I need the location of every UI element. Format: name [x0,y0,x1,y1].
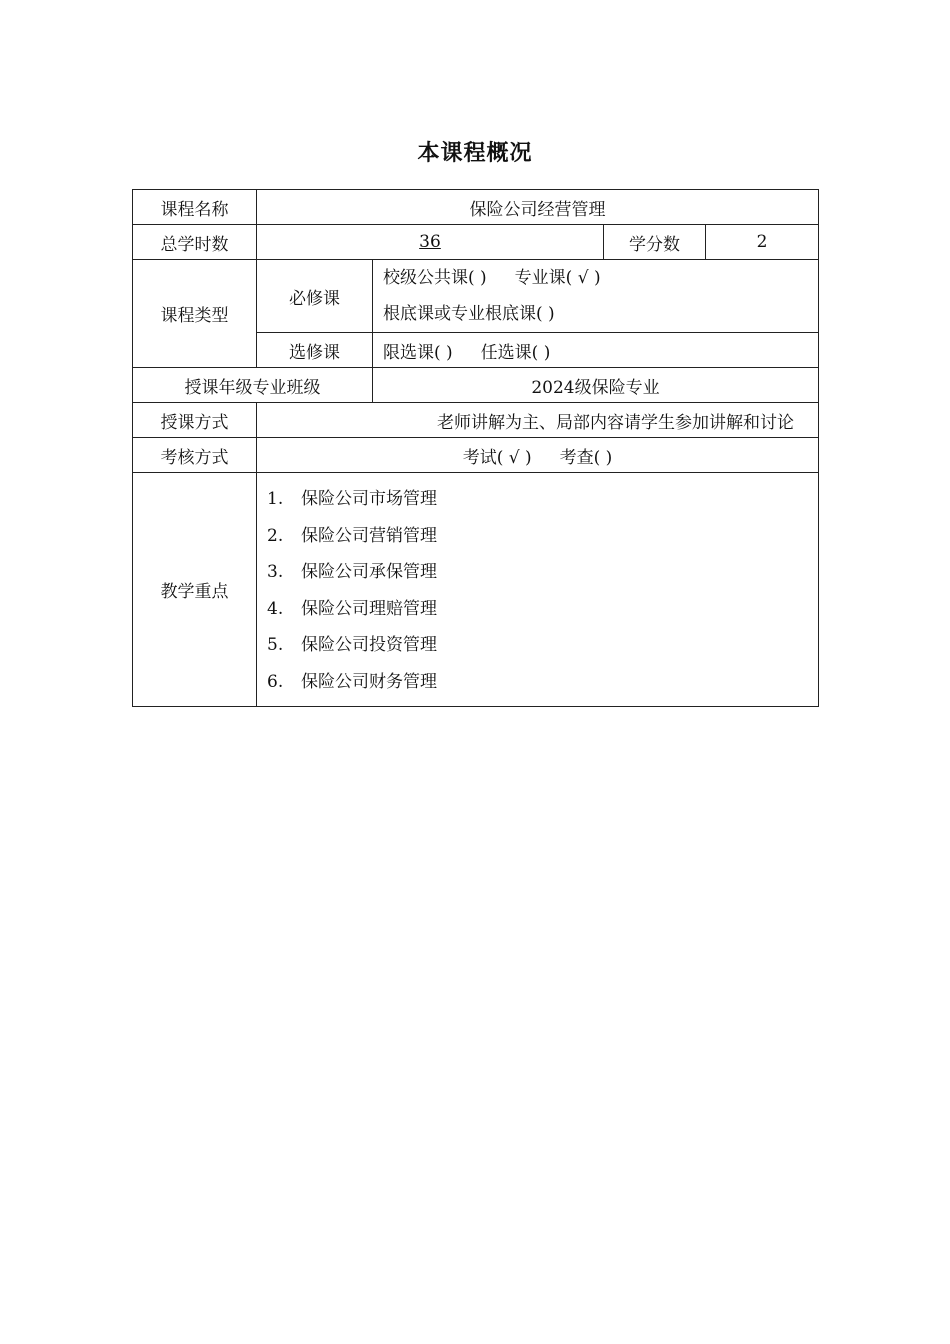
row-course-name [133,190,819,225]
key-points-cell [257,473,819,707]
list-item: 3. 保险公司承保管理 [267,562,437,582]
row-grade-class [133,368,819,403]
teaching-method-value: 老师讲解为主、局部内容请学生参加讲解和讨论 [257,403,819,438]
grade-class-value: 2024级保险专业 [373,368,819,403]
total-hours-cell [257,225,604,260]
row-required [133,260,819,333]
teaching-method-label: 授课方式 [133,403,257,438]
key-points-list [267,473,808,706]
row-hours-credits [133,225,819,260]
row-key-points [133,473,819,707]
list-item: 2. 保险公司营销管理 [267,525,437,546]
credits-value: 2 [706,225,819,260]
total-hours-value: 36 [419,232,441,252]
limited-elective: 限选课( ) [383,342,453,363]
list-item: 5. 保险公司投资管理 [267,635,437,655]
required-options [373,260,819,333]
grade-class-label: 授课年级专业班级 [133,368,373,403]
required-label: 必修课 [257,260,373,333]
list-item: 4. 保险公司理赔管理 [267,598,437,619]
assessment-value [257,438,819,473]
exam-option: 考试( √ ) [462,447,532,468]
page-title: 本课程概况 [417,140,533,166]
list-item: 1. 保险公司市场管理 [267,489,437,509]
course-type-label: 课程类型 [133,260,257,368]
school-public-course: 校级公共课( ) [383,268,487,288]
course-overview-table [132,189,819,707]
total-hours-label: 总学时数 [133,225,257,260]
assessment-label: 考核方式 [133,438,257,473]
required-line-1 [383,260,808,296]
list-item: 6. 保险公司财务管理 [267,671,437,692]
required-line-2: 根底课或专业根底课( ) [383,304,555,324]
elective-label: 选修课 [257,333,373,368]
free-elective: 任选课( ) [480,342,551,363]
credits-label: 学分数 [604,225,706,260]
major-course: 专业课( √ ) [514,268,601,288]
course-name-value: 保险公司经营管理 [257,190,819,225]
row-assessment [133,438,819,473]
elective-options [373,333,819,368]
check-option: 考查( ) [559,447,613,468]
key-points-label: 教学重点 [133,473,257,707]
course-name-label: 课程名称 [133,190,257,225]
row-teaching-method [133,403,819,438]
